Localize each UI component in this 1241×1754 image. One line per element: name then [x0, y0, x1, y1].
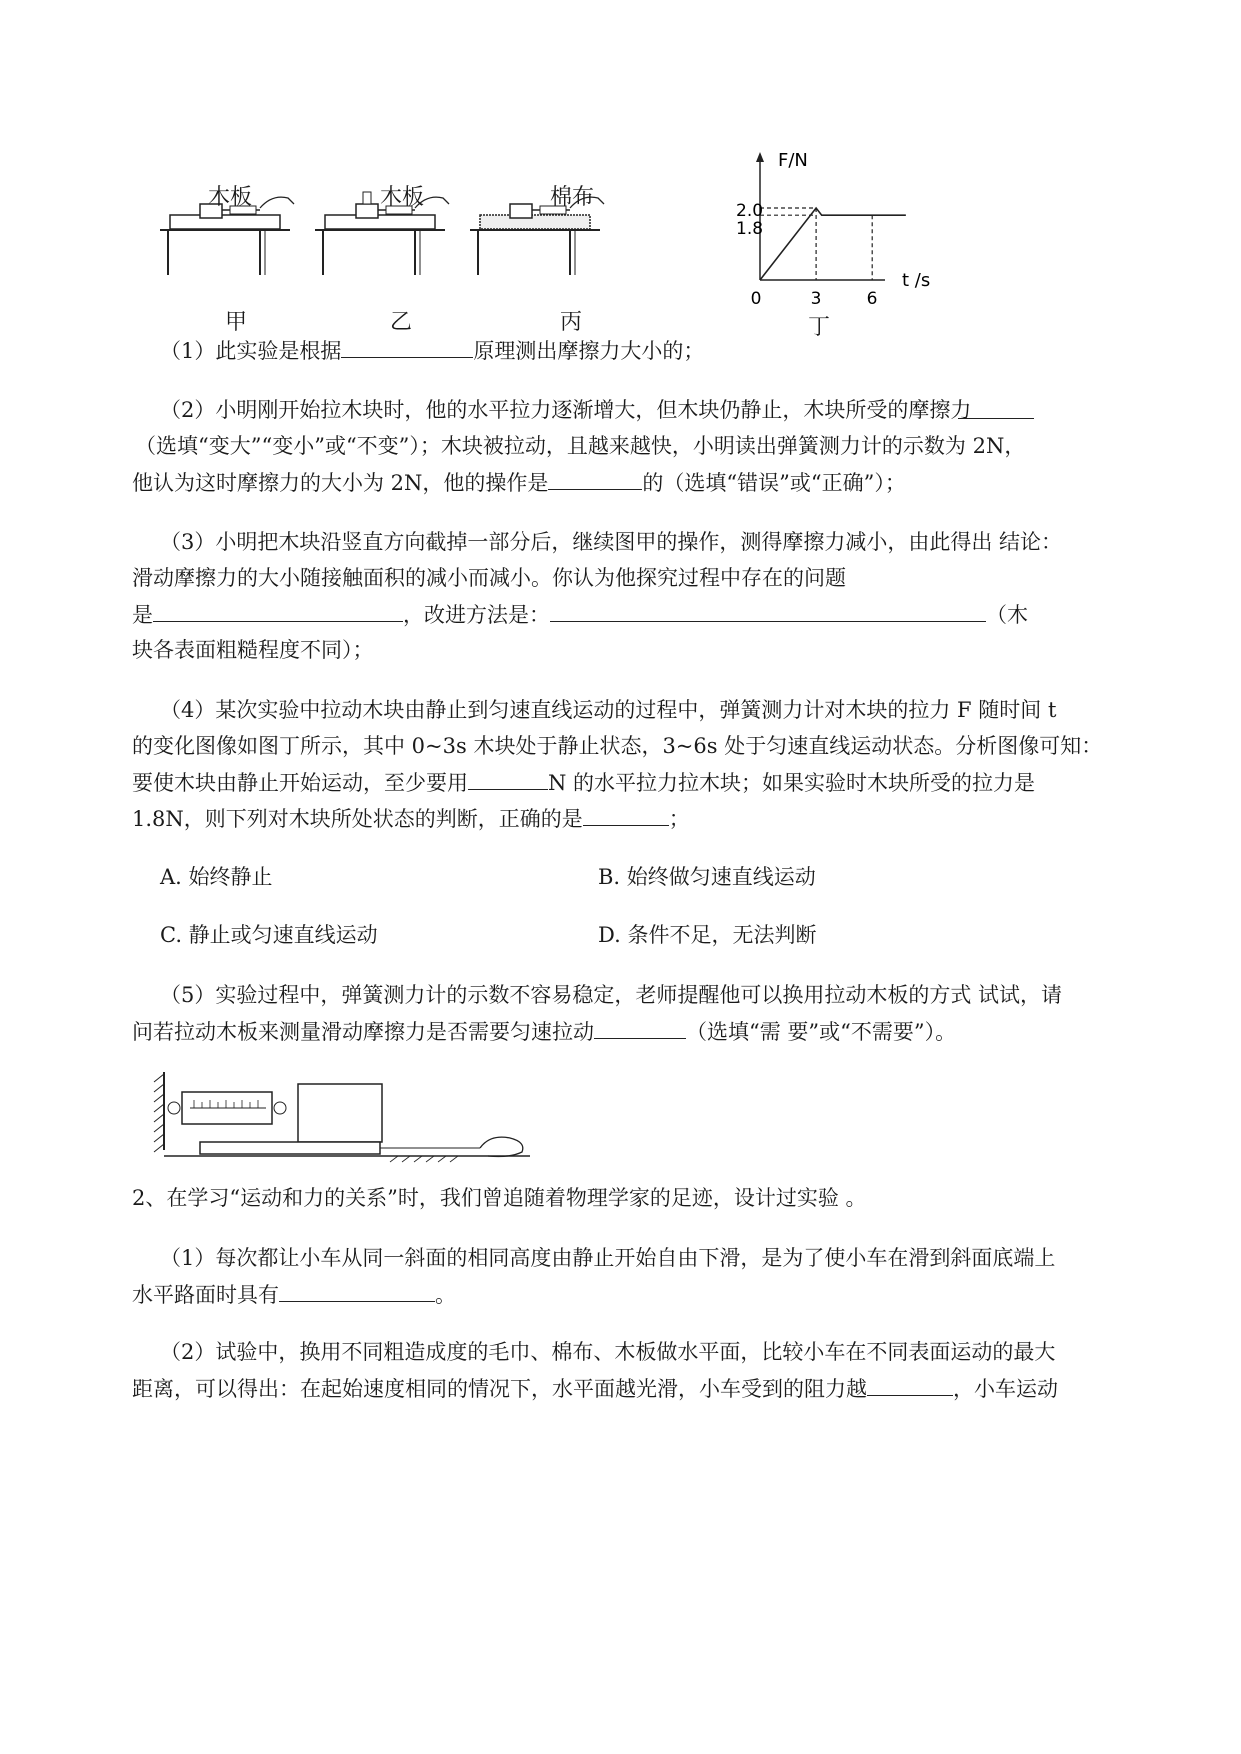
- q1-p1-blank[interactable]: [341, 335, 473, 358]
- panel-bing-surface-label: 棉布: [550, 185, 595, 210]
- q1-p3-text-a: 是: [132, 603, 153, 627]
- y-tick-2-0: 2.0: [736, 201, 764, 221]
- q2-p2-l1: （2）试验中，换用不同粗造成度的毛巾、棉布、木板做水平面，比较小车在不同表面运动的最大: [160, 1340, 1056, 1364]
- q2-p1-text-a: 水平路面时具有: [132, 1283, 279, 1307]
- q2-p1-text-b: 。: [435, 1283, 456, 1307]
- q1-p4-text-c: 1.8N，则下列对木块所处状态的判断，正确的是: [132, 807, 583, 831]
- origin-label: 0: [750, 289, 762, 309]
- y-axis-label: F/N: [778, 150, 808, 171]
- q2-p2-l2: [132, 1373, 1058, 1404]
- q2-p2-text-b: ，小车运动: [953, 1377, 1058, 1401]
- board-pull-apparatus-figure: [150, 1070, 540, 1165]
- q1-p2-text-d: 的（选填“错误”或“正确”）；: [642, 471, 906, 495]
- q1-p3-l3: [132, 599, 1028, 630]
- q1-p4-blank-2[interactable]: [583, 803, 669, 826]
- q1-p4-l2: 的变化图像如图丁所示，其中 0~3s 木块处于静止状态，3~6s 处于匀速直线运动状态。分析图像可知：: [132, 734, 1103, 758]
- q1-p2-blank-1[interactable]: [958, 396, 1034, 419]
- q1-p2-l1: [160, 395, 971, 425]
- q1-option-c[interactable]: C. 静止或匀速直线运动: [160, 923, 378, 947]
- q1-p1-text-a: （1）此实验是根据: [160, 339, 342, 363]
- q2-p1-blank[interactable]: [279, 1279, 435, 1302]
- graph-caption: 丁: [808, 315, 831, 340]
- q1-p4-blank-1[interactable]: [468, 767, 548, 790]
- panel-yi-caption: 乙: [390, 310, 413, 335]
- x-axis-label: t /s: [902, 270, 931, 291]
- q1-p5-text-a: 问若拉动木板来测量滑动摩擦力是否需要匀速拉动: [132, 1020, 594, 1044]
- q2-p2-blank[interactable]: [867, 1373, 953, 1396]
- panel-bing-caption: 丙: [560, 310, 583, 335]
- q1-p5-blank[interactable]: [594, 1016, 686, 1039]
- y-axis-arrow: [756, 152, 764, 162]
- q1-p3-text-b: ，改进方法是：: [403, 603, 550, 627]
- q1-p3-l4: 块各表面粗糙程度不同）；: [132, 638, 374, 662]
- panel-yi-surface-label: 木板: [380, 185, 425, 210]
- q1-p4-l4: [132, 803, 690, 834]
- q1-p4-text-a: 要使木块由静止开始运动，至少要用: [132, 771, 468, 795]
- q1-option-a[interactable]: A. 始终静止: [160, 865, 273, 889]
- q1-p3-text-c: （木: [986, 603, 1028, 627]
- q2-intro: 2、在学习“运动和力的关系”时，我们曾追随着物理学家的足迹，设计过实验 。: [132, 1186, 867, 1210]
- q1-option-d[interactable]: D. 条件不足，无法判断: [598, 923, 817, 947]
- q1-p3-blank-2[interactable]: [550, 599, 986, 622]
- q2-p2-text-a: 距离，可以得出：在起始速度相同的情况下，水平面越光滑，小车受到的阻力越: [132, 1377, 867, 1401]
- x-tick-3: 3: [810, 289, 822, 309]
- q1-p1: [160, 335, 704, 366]
- q1-p2-l2: （选填“变大”“变小”或“不变”）；木块被拉动，且越来越快，小明读出弹簧测力计的示数为 2N，: [135, 434, 1026, 458]
- q1-option-b[interactable]: B. 始终做匀速直线运动: [598, 865, 816, 889]
- force-time-graph: [720, 150, 950, 330]
- q1-p3-l2: 滑动摩擦力的大小随接触面积的减小而减小。你认为他探究过程中存在的问题: [132, 566, 846, 590]
- q1-p5-l2: [132, 1016, 956, 1047]
- y-tick-1-8: 1.8: [736, 219, 764, 239]
- q2-p1-l1: （1）每次都让小车从同一斜面的相同高度由静止开始自由下滑，是为了使小车在滑到斜面底端上: [160, 1246, 1056, 1270]
- q1-p4-l3: [132, 767, 1035, 798]
- panel-jia-caption: 甲: [225, 310, 248, 335]
- q1-p4-l1: （4）某次实验中拉动木块由静止到匀速直线运动的过程中，弹簧测力计对木块的拉力 F 随时间 t: [160, 698, 1057, 722]
- q1-p2-l3: [132, 467, 906, 498]
- q1-p1-text-b: 原理测出摩擦力大小的；: [473, 339, 705, 363]
- q1-p5-text-b: （选填“需 要”或“不需要”）。: [686, 1020, 957, 1044]
- q1-p2-text-c: 他认为这时摩擦力的大小为 2N，他的操作是: [132, 471, 549, 495]
- q1-p5-l1: （5）实验过程中，弹簧测力计的示数不容易稳定，老师提醒他可以换用拉动木板的方式 试试，请: [160, 983, 1063, 1007]
- force-series-line: [760, 208, 906, 280]
- q1-p2-text: （2）小明刚开始拉木块时，他的水平拉力逐渐增大，但木块仍静止，木块所受的摩擦力: [160, 398, 972, 422]
- q1-p4-text-b: N 的水平拉力拉木块；如果实验时木块所受的拉力是: [548, 771, 1036, 795]
- panel-jia-surface-label: 木板: [208, 185, 253, 210]
- q1-p3-l1: （3）小明把木块沿竖直方向截掉一部分后，继续图甲的操作，测得摩擦力减小，由此得出 结论：: [160, 530, 1063, 554]
- q1-p4-text-d: ；: [668, 807, 690, 831]
- q1-p2-blank-2[interactable]: [548, 467, 642, 490]
- q2-p1-l2: [132, 1279, 456, 1310]
- x-tick-6: 6: [866, 289, 878, 309]
- q1-p3-blank-1[interactable]: [153, 599, 403, 622]
